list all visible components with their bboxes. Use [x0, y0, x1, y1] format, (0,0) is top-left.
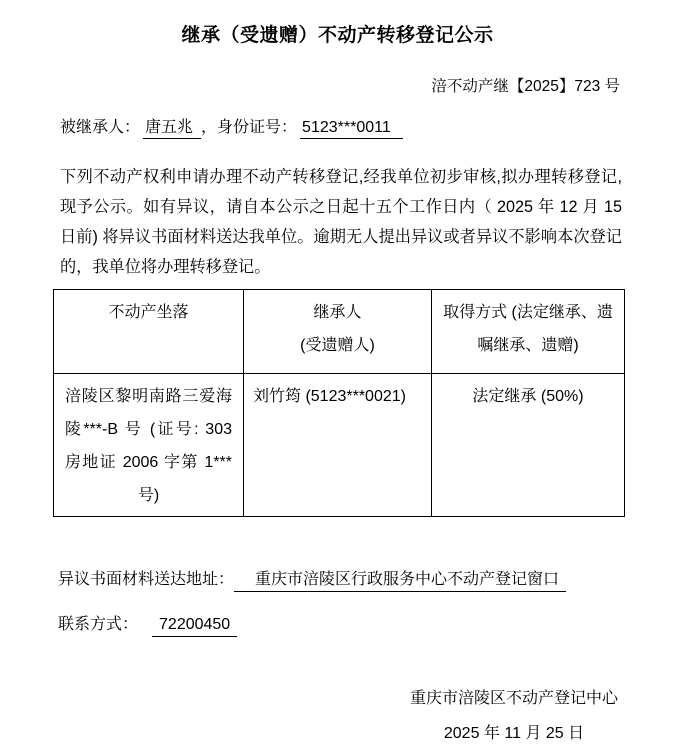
objection-address-line	[58, 566, 675, 592]
issuer-name: 重庆市涪陵区不动产登记中心	[409, 690, 618, 707]
objection-address-value: 重庆市涪陵区行政服务中心不动产登记窗口	[234, 566, 566, 592]
document-title: 继承（受遗赠）不动产转移登记公示	[181, 25, 494, 46]
column-header-heir-line1: 继承人	[313, 304, 362, 321]
cell-property-location: 涪陵区黎明南路三爱海陵***-B 号 (证号: 303 房地证 2006 字第 1***号)	[54, 374, 244, 517]
column-header-heir-line2: (受遗赠人)	[300, 337, 375, 354]
cell-acquisition-method: 法定继承 (50%)	[432, 374, 625, 517]
deceased-label: 被继承人：	[60, 119, 141, 136]
notice-paragraph: 下列不动产权利申请办理不动产转移登记,经我单位初步审核,拟办理转移登记,现予公示。如有异议，请自本公示之日起十五个工作日内（ 2025 年 12 月 15 日前) 将异议书面材料送达我单位。逾期无人提出异议或者异议不影响本次登记的，我单位将办理转移登记。	[60, 168, 622, 276]
contact-line	[58, 611, 675, 637]
objection-address-label: 异议书面材料送达地址：	[58, 571, 235, 588]
column-header-acquisition-method: 取得方式 (法定继承、遗嘱继承、遗赠)	[432, 290, 625, 374]
deceased-info-line	[60, 114, 620, 139]
issue-date: 2025 年 11 月 25 日	[443, 725, 585, 742]
contact-label: 联系方式：	[58, 616, 139, 633]
contact-phone-number: 72200450	[152, 616, 237, 637]
document-number: 涪不动产继【2025】723 号	[431, 78, 620, 95]
table-header-row	[54, 290, 625, 374]
deceased-id-label: ，身份证号：	[201, 119, 298, 136]
cell-heir-name: 刘竹筠 (5123***0021)	[244, 374, 432, 517]
deceased-id-number: 5123***0011	[300, 119, 403, 139]
signature-block	[410, 681, 618, 751]
column-header-property-location: 不动产坐落	[54, 290, 244, 374]
column-header-heir	[244, 290, 432, 374]
deceased-name: 唐五兆	[143, 114, 201, 139]
property-registration-table	[53, 289, 625, 517]
table-row	[54, 374, 625, 517]
